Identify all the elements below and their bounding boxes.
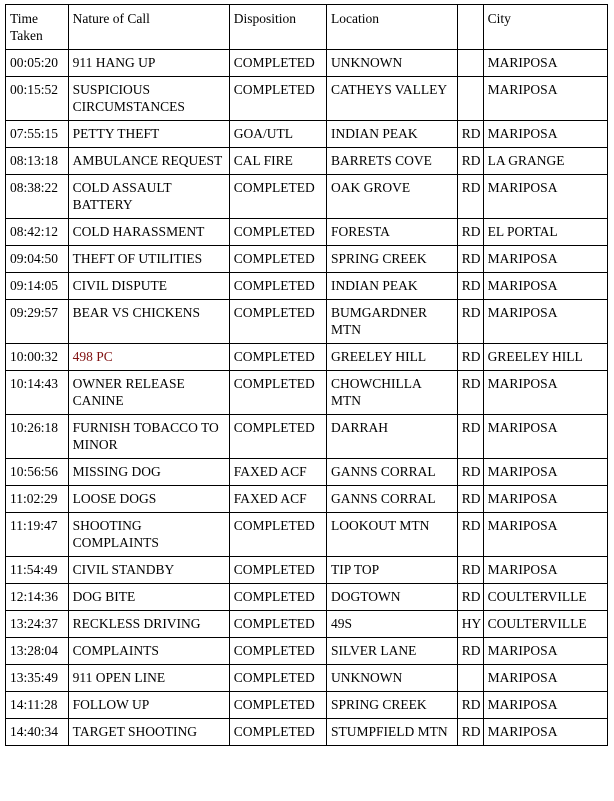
street-suffix-cell: RD [457, 584, 483, 611]
street-suffix-cell [457, 50, 483, 77]
street-suffix-cell: RD [457, 371, 483, 415]
table-row [6, 513, 608, 557]
nature-cell: RECKLESS DRIVING [68, 611, 229, 638]
time-cell: 00:15:52 [6, 77, 69, 121]
table-body [6, 50, 608, 746]
table-row [6, 300, 608, 344]
time-cell: 11:54:49 [6, 557, 69, 584]
time-cell: 13:24:37 [6, 611, 69, 638]
disposition-cell: COMPLETED [229, 557, 326, 584]
location-cell: GREELEY HILL [326, 344, 457, 371]
street-suffix-cell: RD [457, 148, 483, 175]
location-cell: OAK GROVE [326, 175, 457, 219]
street-suffix-cell: RD [457, 415, 483, 459]
nature-cell: CIVIL DISPUTE [68, 273, 229, 300]
time-cell: 09:29:57 [6, 300, 69, 344]
nature-cell: BEAR VS CHICKENS [68, 300, 229, 344]
city-cell: EL PORTAL [483, 219, 607, 246]
location-cell: INDIAN PEAK [326, 121, 457, 148]
street-suffix-cell: RD [457, 300, 483, 344]
disposition-cell: COMPLETED [229, 513, 326, 557]
city-cell: LA GRANGE [483, 148, 607, 175]
city-cell: MARIPOSA [483, 486, 607, 513]
city-cell: COULTERVILLE [483, 584, 607, 611]
street-suffix-cell: RD [457, 513, 483, 557]
table-row [6, 371, 608, 415]
time-cell: 00:05:20 [6, 50, 69, 77]
nature-cell: DOG BITE [68, 584, 229, 611]
disposition-cell: COMPLETED [229, 175, 326, 219]
location-cell: BUMGARDNER MTN [326, 300, 457, 344]
street-suffix-cell: RD [457, 459, 483, 486]
location-cell: LOOKOUT MTN [326, 513, 457, 557]
street-suffix-cell: RD [457, 692, 483, 719]
location-cell: BARRETS COVE [326, 148, 457, 175]
street-suffix-cell [457, 665, 483, 692]
location-cell: DOGTOWN [326, 584, 457, 611]
location-cell: UNKNOWN [326, 665, 457, 692]
disposition-cell: COMPLETED [229, 665, 326, 692]
table-row [6, 148, 608, 175]
location-cell: DARRAH [326, 415, 457, 459]
header-location: Location [326, 5, 457, 50]
table-row [6, 121, 608, 148]
nature-cell: LOOSE DOGS [68, 486, 229, 513]
city-cell: MARIPOSA [483, 300, 607, 344]
nature-cell: 498 PC [68, 344, 229, 371]
city-cell: GREELEY HILL [483, 344, 607, 371]
city-cell: MARIPOSA [483, 273, 607, 300]
header-row [6, 5, 608, 50]
call-log-table [5, 4, 608, 746]
table-row [6, 611, 608, 638]
location-cell: 49S [326, 611, 457, 638]
street-suffix-cell: RD [457, 273, 483, 300]
disposition-cell: COMPLETED [229, 638, 326, 665]
time-cell: 08:38:22 [6, 175, 69, 219]
table-row [6, 77, 608, 121]
table-row [6, 459, 608, 486]
street-suffix-cell: HY [457, 611, 483, 638]
table-row [6, 415, 608, 459]
table-header [6, 5, 608, 50]
disposition-cell: CAL FIRE [229, 148, 326, 175]
time-cell: 09:04:50 [6, 246, 69, 273]
header-disposition: Disposition [229, 5, 326, 50]
city-cell: COULTERVILLE [483, 611, 607, 638]
disposition-cell: COMPLETED [229, 719, 326, 746]
location-cell: CATHEYS VALLEY [326, 77, 457, 121]
location-cell: UNKNOWN [326, 50, 457, 77]
table-row [6, 665, 608, 692]
nature-cell: PETTY THEFT [68, 121, 229, 148]
disposition-cell: COMPLETED [229, 219, 326, 246]
time-cell: 10:56:56 [6, 459, 69, 486]
time-cell: 08:13:18 [6, 148, 69, 175]
location-cell: CHOWCHILLA MTN [326, 371, 457, 415]
location-cell: GANNS CORRAL [326, 459, 457, 486]
table-row [6, 486, 608, 513]
table-row [6, 344, 608, 371]
table-row [6, 219, 608, 246]
city-cell: MARIPOSA [483, 246, 607, 273]
header-nature: Nature of Call [68, 5, 229, 50]
street-suffix-cell: RD [457, 557, 483, 584]
time-cell: 13:28:04 [6, 638, 69, 665]
disposition-cell: COMPLETED [229, 344, 326, 371]
street-suffix-cell: RD [457, 486, 483, 513]
disposition-cell: COMPLETED [229, 692, 326, 719]
location-cell: INDIAN PEAK [326, 273, 457, 300]
location-cell: STUMPFIELD MTN [326, 719, 457, 746]
time-cell: 07:55:15 [6, 121, 69, 148]
street-suffix-cell: RD [457, 121, 483, 148]
time-cell: 10:14:43 [6, 371, 69, 415]
city-cell: MARIPOSA [483, 513, 607, 557]
disposition-cell: GOA/UTL [229, 121, 326, 148]
nature-cell: FURNISH TOBACCO TO MINOR [68, 415, 229, 459]
city-cell: MARIPOSA [483, 638, 607, 665]
disposition-cell: COMPLETED [229, 77, 326, 121]
time-cell: 11:02:29 [6, 486, 69, 513]
city-cell: MARIPOSA [483, 415, 607, 459]
nature-cell: SHOOTING COMPLAINTS [68, 513, 229, 557]
city-cell: MARIPOSA [483, 557, 607, 584]
nature-cell: FOLLOW UP [68, 692, 229, 719]
time-cell: 14:40:34 [6, 719, 69, 746]
time-cell: 14:11:28 [6, 692, 69, 719]
nature-cell: THEFT OF UTILITIES [68, 246, 229, 273]
disposition-cell: COMPLETED [229, 584, 326, 611]
table-row [6, 584, 608, 611]
disposition-cell: COMPLETED [229, 273, 326, 300]
header-suffix [457, 5, 483, 50]
city-cell: MARIPOSA [483, 371, 607, 415]
disposition-cell: FAXED ACF [229, 459, 326, 486]
disposition-cell: COMPLETED [229, 611, 326, 638]
disposition-cell: FAXED ACF [229, 486, 326, 513]
location-cell: FORESTA [326, 219, 457, 246]
nature-cell: 911 HANG UP [68, 50, 229, 77]
nature-cell: COMPLAINTS [68, 638, 229, 665]
table-row [6, 557, 608, 584]
nature-cell: OWNER RELEASE CANINE [68, 371, 229, 415]
location-cell: SILVER LANE [326, 638, 457, 665]
location-cell: SPRING CREEK [326, 692, 457, 719]
nature-cell: SUSPICIOUS CIRCUMSTANCES [68, 77, 229, 121]
city-cell: MARIPOSA [483, 692, 607, 719]
time-cell: 10:00:32 [6, 344, 69, 371]
header-time: Time Taken [6, 5, 69, 50]
table-row [6, 638, 608, 665]
table-row [6, 692, 608, 719]
time-cell: 10:26:18 [6, 415, 69, 459]
table-row [6, 50, 608, 77]
city-cell: MARIPOSA [483, 175, 607, 219]
time-cell: 13:35:49 [6, 665, 69, 692]
nature-cell: 911 OPEN LINE [68, 665, 229, 692]
time-cell: 11:19:47 [6, 513, 69, 557]
time-cell: 12:14:36 [6, 584, 69, 611]
disposition-cell: COMPLETED [229, 246, 326, 273]
location-cell: SPRING CREEK [326, 246, 457, 273]
street-suffix-cell: RD [457, 246, 483, 273]
city-cell: MARIPOSA [483, 77, 607, 121]
street-suffix-cell: RD [457, 219, 483, 246]
street-suffix-cell: RD [457, 638, 483, 665]
city-cell: MARIPOSA [483, 121, 607, 148]
header-city: City [483, 5, 607, 50]
nature-cell: COLD ASSAULT BATTERY [68, 175, 229, 219]
table-row [6, 246, 608, 273]
time-cell: 08:42:12 [6, 219, 69, 246]
city-cell: MARIPOSA [483, 50, 607, 77]
nature-cell: CIVIL STANDBY [68, 557, 229, 584]
nature-cell: COLD HARASSMENT [68, 219, 229, 246]
city-cell: MARIPOSA [483, 719, 607, 746]
nature-cell: TARGET SHOOTING [68, 719, 229, 746]
city-cell: MARIPOSA [483, 665, 607, 692]
disposition-cell: COMPLETED [229, 415, 326, 459]
disposition-cell: COMPLETED [229, 50, 326, 77]
street-suffix-cell: RD [457, 175, 483, 219]
table-row [6, 719, 608, 746]
location-cell: TIP TOP [326, 557, 457, 584]
street-suffix-cell: RD [457, 719, 483, 746]
table-row [6, 175, 608, 219]
street-suffix-cell: RD [457, 344, 483, 371]
street-suffix-cell [457, 77, 483, 121]
table-row [6, 273, 608, 300]
location-cell: GANNS CORRAL [326, 486, 457, 513]
disposition-cell: COMPLETED [229, 300, 326, 344]
time-cell: 09:14:05 [6, 273, 69, 300]
nature-cell: AMBULANCE REQUEST [68, 148, 229, 175]
city-cell: MARIPOSA [483, 459, 607, 486]
nature-cell: MISSING DOG [68, 459, 229, 486]
disposition-cell: COMPLETED [229, 371, 326, 415]
